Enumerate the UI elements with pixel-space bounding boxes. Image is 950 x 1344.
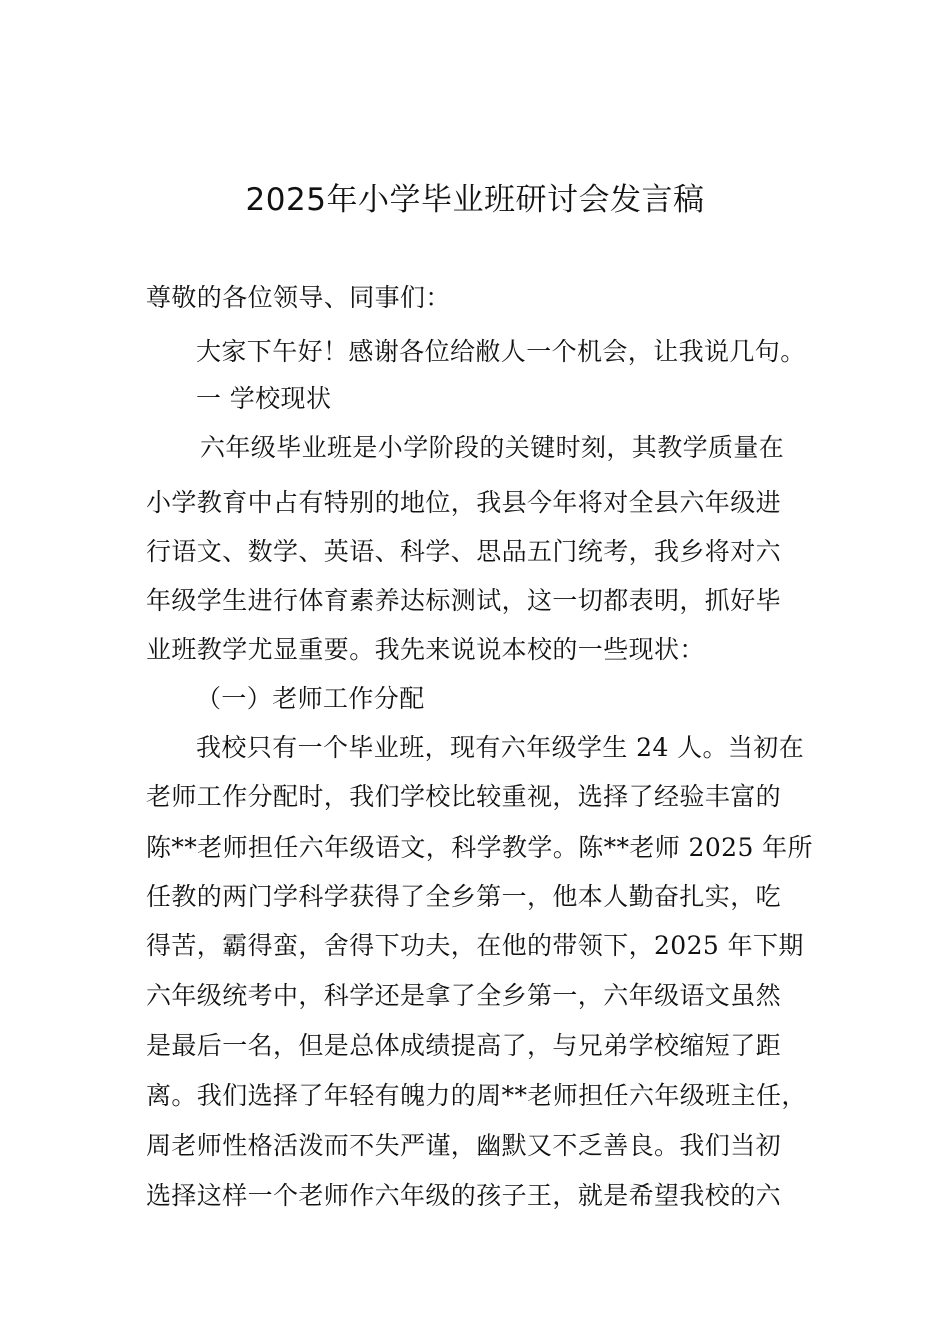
paragraph-1-line-1: 六年级毕业班是小学阶段的关键时刻，其教学质量在 (200, 433, 785, 462)
paragraph-1-line-2: 小学教育中占有特别的地位，我县今年将对全县六年级进 (146, 488, 782, 517)
document-title: 2025年小学毕业班研讨会发言稿 (245, 182, 705, 218)
paragraph-2-line-1: 我校只有一个毕业班，现有六年级学生 24 人。当初在 (196, 733, 805, 762)
paragraph-2-line-10: 选择这样一个老师作六年级的孩子王，就是希望我校的六 (146, 1181, 782, 1210)
paragraph-2-line-9: 周老师性格活泼而不失严谨，幽默又不乏善良。我们当初 (146, 1131, 782, 1160)
greeting-line: 大家下午好！感谢各位给敝人一个机会，让我说几句。 (196, 337, 806, 366)
paragraph-2-line-2: 老师工作分配时，我们学校比较重视，选择了经验丰富的 (146, 782, 782, 811)
subheading-teacher-assignment: （一）老师工作分配 (196, 684, 425, 713)
paragraph-2-line-3: 陈**老师担任六年级语文，科学教学。陈**老师 2025 年所 (146, 833, 813, 862)
paragraph-2-line-4: 任教的两门学科学获得了全乡第一，他本人勤奋扎实，吃 (146, 882, 782, 911)
paragraph-2-line-8: 离。我们选择了年轻有魄力的周**老师担任六年级班主任， (146, 1081, 807, 1110)
paragraph-2-line-6: 六年级统考中，科学还是拿了全乡第一，六年级语文虽然 (146, 981, 782, 1010)
paragraph-1-line-4: 年级学生进行体育素养达标测试，这一切都表明，抓好毕 (146, 586, 782, 615)
section-heading-school-status: 一 学校现状 (196, 384, 332, 413)
paragraph-2-line-7: 是最后一名，但是总体成绩提高了，与兄弟学校缩短了距 (146, 1031, 782, 1060)
salutation-line: 尊敬的各位领导、同事们： (146, 283, 451, 312)
paragraph-2-line-5: 得苦，霸得蛮，舍得下功夫，在他的带领下，2025 年下期 (146, 931, 804, 960)
paragraph-1-line-5: 业班教学尤显重要。我先来说说本校的一些现状： (146, 635, 705, 664)
paragraph-1-line-3: 行语文、数学、英语、科学、思品五门统考，我乡将对六 (146, 537, 782, 566)
